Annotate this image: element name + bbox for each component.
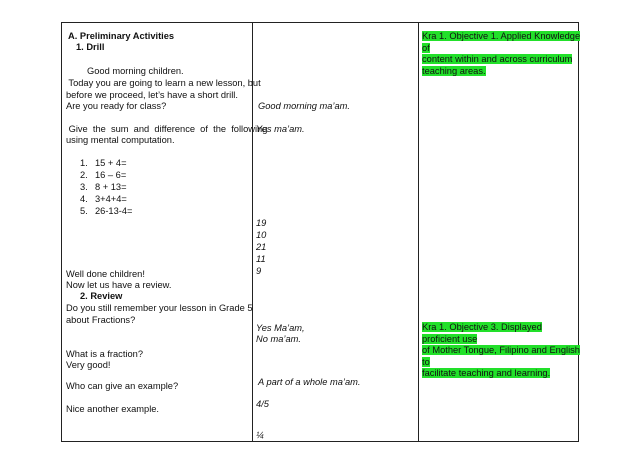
intro-text-line1: Today you are going to learn a new lesson, but bbox=[66, 78, 261, 88]
response-good-morning: Good morning ma’am. bbox=[258, 101, 350, 111]
drill-item-number: 1. bbox=[80, 158, 88, 168]
kra-objective-1-note bbox=[422, 31, 582, 77]
drill-item-number: 2. bbox=[80, 170, 88, 180]
response-yes: Yes ma’am. bbox=[256, 124, 305, 134]
answer-item: 10 bbox=[256, 230, 267, 240]
kra-note-line: of Mother Tongue, Filipino and English to bbox=[422, 345, 580, 367]
praise-text: Well done children! bbox=[66, 269, 145, 279]
response-example-2: ¼ bbox=[256, 430, 264, 440]
kra-note-line: Kra 1. Objective 1. Applied Knowledge of bbox=[422, 31, 581, 53]
instruction-line1: Give the sum and difference of the following bbox=[66, 124, 268, 134]
ready-question: Are you ready for class? bbox=[66, 101, 167, 111]
drill-item-expression: 26-13-4= bbox=[95, 206, 133, 216]
nice-example-text: Nice another example. bbox=[66, 404, 160, 414]
drill-subheading: 1. Drill bbox=[76, 42, 105, 52]
response-yes-maam: Yes Ma’am, bbox=[256, 323, 305, 333]
lesson-plan-table bbox=[61, 22, 579, 442]
drill-item-number: 4. bbox=[80, 194, 88, 204]
review-question-line2: about Fractions? bbox=[66, 315, 136, 325]
review-intro: Now let us have a review. bbox=[66, 280, 172, 290]
drill-item-expression: 3+4+4= bbox=[95, 194, 127, 204]
answer-item: 21 bbox=[256, 242, 267, 252]
answer-item: 9 bbox=[256, 266, 262, 276]
kra-note-line: facilitate teaching and learning. bbox=[422, 368, 551, 379]
example-question: Who can give an example? bbox=[66, 381, 179, 391]
intro-text-line2: before we proceed, let’s have a short drill. bbox=[66, 90, 238, 100]
response-no-maam: No ma’am. bbox=[256, 334, 301, 344]
response-definition: A part of a whole ma’am. bbox=[258, 377, 361, 387]
fraction-question: What is a fraction? bbox=[66, 349, 143, 359]
section-heading: A. Preliminary Activities bbox=[68, 31, 175, 41]
response-example-1: 4/5 bbox=[256, 399, 269, 409]
drill-item-expression: 8 + 13= bbox=[95, 182, 127, 192]
drill-item-number: 5. bbox=[80, 206, 88, 216]
very-good-text: Very good! bbox=[66, 360, 111, 370]
answer-item: 11 bbox=[256, 254, 266, 264]
answer-item: 19 bbox=[256, 218, 267, 228]
kra-objective-3-note bbox=[422, 322, 582, 380]
review-question-line1: Do you still remember your lesson in Grade 5 bbox=[66, 303, 253, 313]
drill-item-number: 3. bbox=[80, 182, 88, 192]
kra-note-line: content within and across curriculum bbox=[422, 54, 573, 65]
instruction-line2: using mental computation. bbox=[66, 135, 175, 145]
review-subheading: 2. Review bbox=[80, 291, 123, 301]
drill-item-expression: 16 – 6= bbox=[95, 170, 127, 180]
drill-item-expression: 15 + 4= bbox=[95, 158, 127, 168]
kra-note-line: Kra 1. Objective 3. Displayed proficient use bbox=[422, 322, 542, 344]
greeting-text: Good morning children. bbox=[87, 66, 184, 76]
kra-note-line: teaching areas. bbox=[422, 65, 486, 76]
column-divider-2 bbox=[418, 23, 419, 441]
